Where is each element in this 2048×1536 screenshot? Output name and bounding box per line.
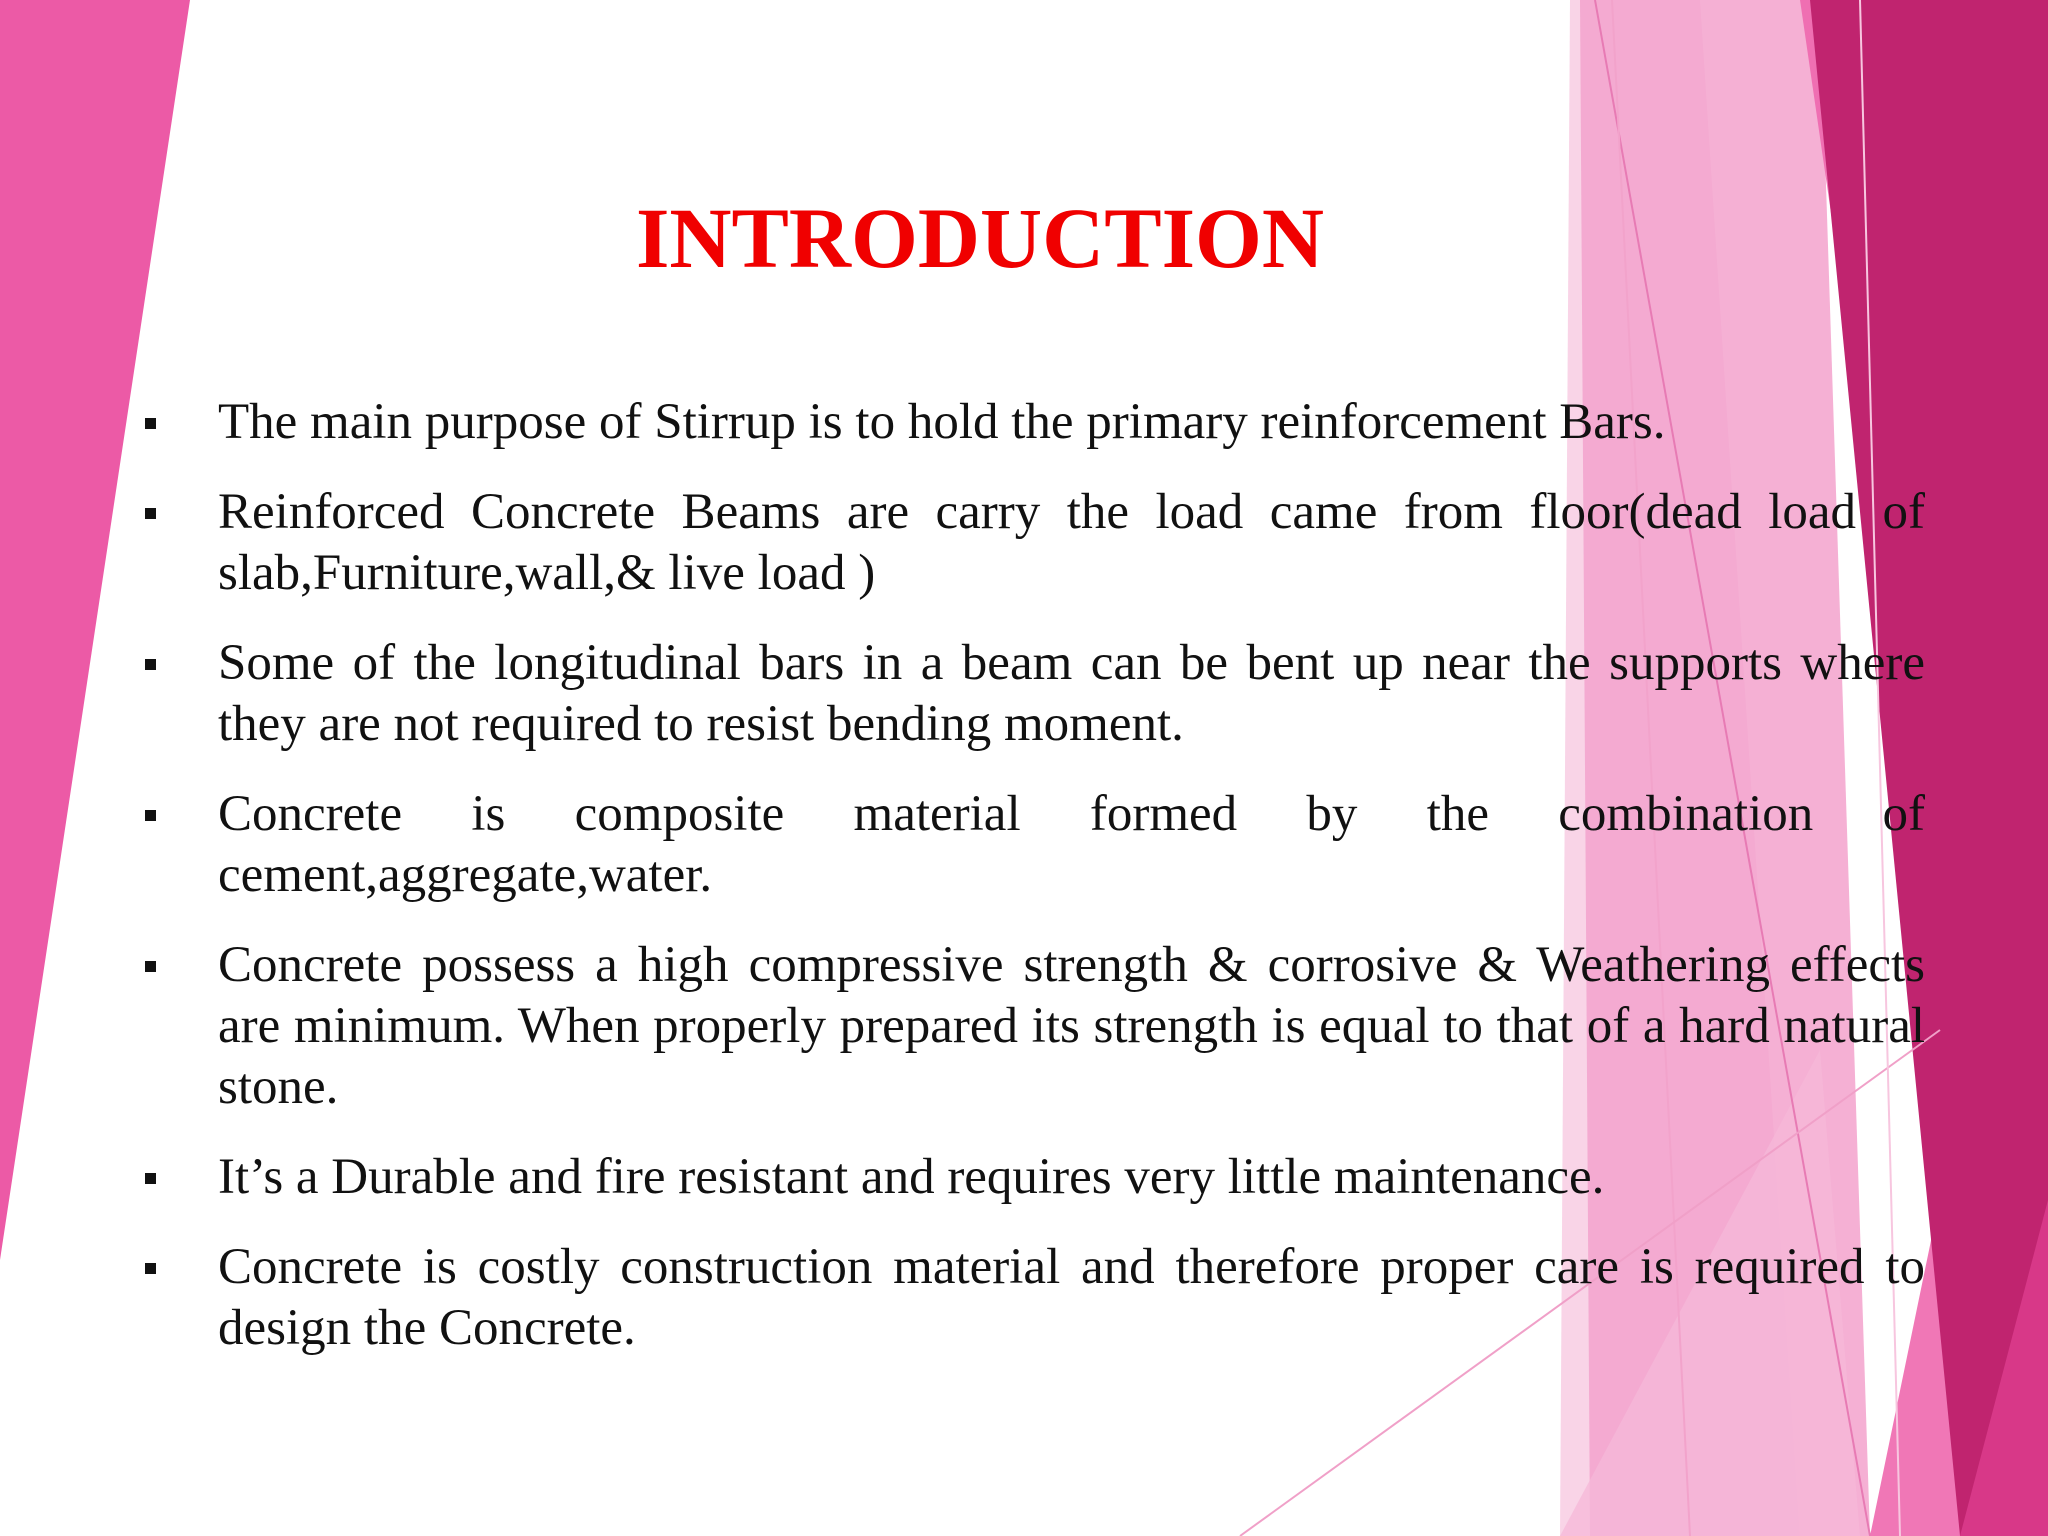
bullet-text: Concrete is composite material formed by the combination of cement,aggregate,water. [218,786,1925,903]
slide-title: INTRODUCTION [635,190,1325,286]
bullet-item [140,633,1925,755]
bullet-text: Concrete is costly construction material and therefore proper care is required to design the Concrete. [218,1239,1925,1356]
bullet-text: It’s a Durable and fire resistant and requires very little maintenance. [218,1149,1605,1205]
square-bullet-icon [145,659,156,670]
bullet-item [140,1237,1925,1359]
bullet-item [140,392,1925,453]
bullet-item [140,935,1925,1118]
bullet-text: Reinforced Concrete Beams are carry the load came from floor(dead load of slab,Furniture,wall,& live load ) [218,484,1925,601]
bullet-text: The main purpose of Stirrup is to hold the primary reinforcement Bars. [218,394,1666,450]
bullet-item [140,1147,1925,1208]
square-bullet-icon [145,1263,156,1274]
square-bullet-icon [145,810,156,821]
bullet-text: Some of the longitudinal bars in a beam can be bent up near the supports where they are not required to resist bending moment. [218,635,1925,752]
bullet-text: Concrete possess a high compressive strength & corrosive & Weathering effects are minimum. When properly prepared its strength is equal to that of a hard natural stone. [218,937,1925,1115]
bullet-list [140,392,1925,1388]
bullet-item [140,482,1925,604]
square-bullet-icon [145,508,156,519]
square-bullet-icon [145,1173,156,1184]
square-bullet-icon [145,961,156,972]
square-bullet-icon [145,418,156,429]
bullet-item [140,784,1925,906]
